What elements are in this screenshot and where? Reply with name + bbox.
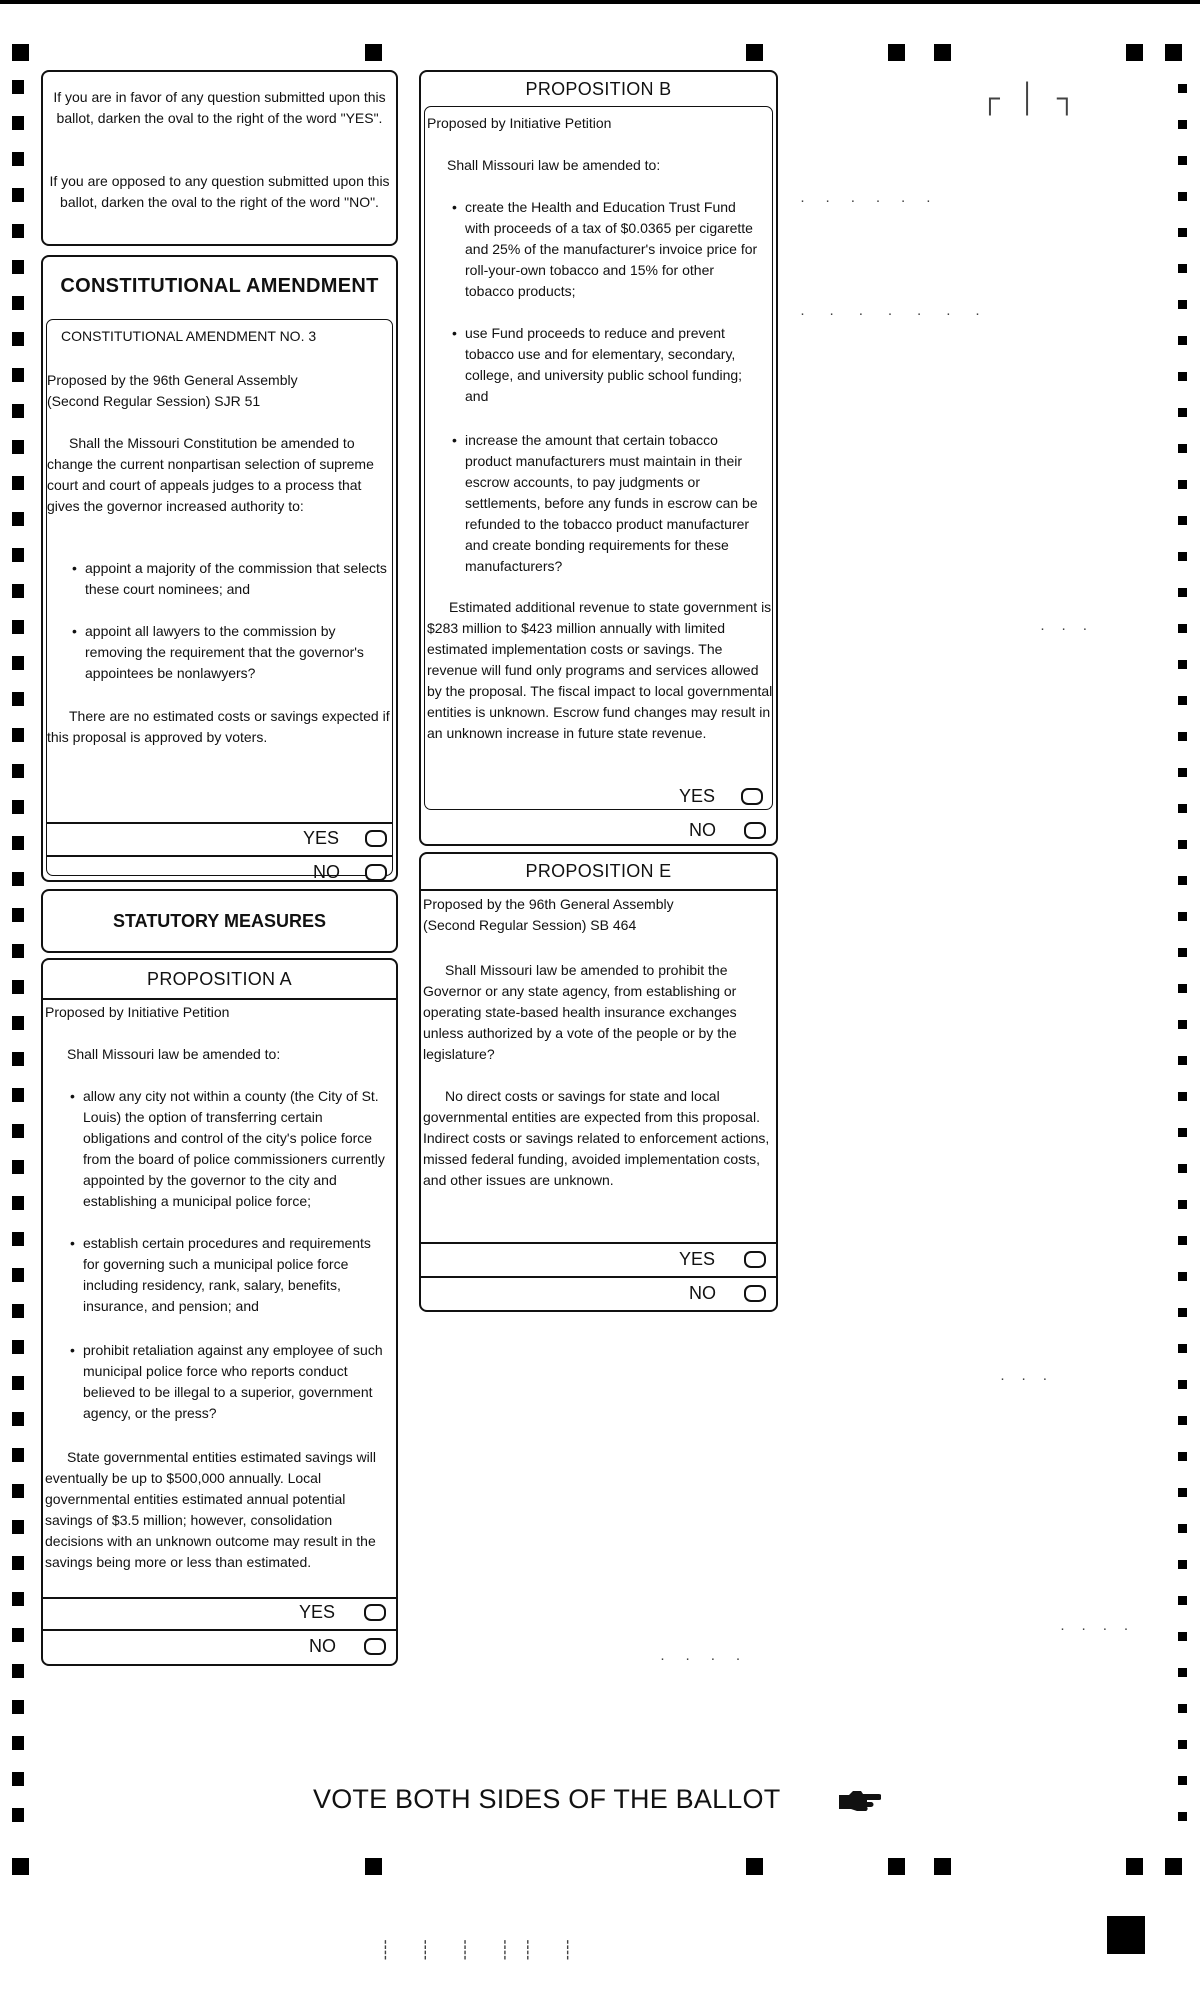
scan-artifact: ┊ ┊ ┊ ┊┊ ┊ xyxy=(380,1940,586,1960)
timing-mark xyxy=(1178,1308,1187,1317)
timing-mark xyxy=(1178,156,1187,165)
amendment-3-panel xyxy=(46,319,393,882)
timing-mark xyxy=(12,692,24,706)
timing-mark xyxy=(12,440,24,454)
timing-mark xyxy=(12,1232,24,1246)
instructions-no: If you are opposed to any question submitted upon this ballot, darken the oval to the right of the word "NO". xyxy=(49,173,390,210)
timing-mark xyxy=(1178,1704,1187,1713)
timing-mark xyxy=(1178,588,1187,597)
timing-mark xyxy=(1178,768,1187,777)
timing-mark xyxy=(12,404,24,418)
timing-mark xyxy=(1165,1858,1182,1875)
timing-mark xyxy=(934,1858,951,1875)
timing-mark xyxy=(1178,228,1187,237)
timing-mark xyxy=(1126,44,1143,61)
timing-mark xyxy=(1178,1128,1187,1137)
proposition-a-yes-oval[interactable] xyxy=(364,1604,386,1621)
timing-mark xyxy=(1165,44,1182,61)
timing-mark xyxy=(888,1858,905,1875)
scan-artifact: · · · · xyxy=(660,1650,749,1667)
proposition-question: Shall Missouri law be amended to: xyxy=(447,157,661,173)
timing-mark xyxy=(12,980,24,994)
timing-mark xyxy=(12,1592,24,1606)
timing-mark xyxy=(1178,120,1187,129)
timing-mark xyxy=(1178,732,1187,741)
timing-mark xyxy=(12,1160,24,1174)
timing-mark xyxy=(12,1016,24,1030)
proposition-bullet: • increase the amount that certain tobacco product manufacturers must maintain in their escrow accounts, to pay judgments or settlements, before any funds in escrow can be refunded to the tobacco product manufacturer and create bonding requirements for these manufacturers? xyxy=(447,430,763,577)
timing-mark xyxy=(1178,660,1187,669)
constitutional-amendment-section xyxy=(41,255,398,882)
section-header: CONSTITUTIONAL AMENDMENT xyxy=(60,275,379,297)
instructions-yes: If you are in favor of any question submitted upon this ballot, darken the oval to the right of the word "YES". xyxy=(53,89,386,126)
timing-mark xyxy=(934,44,951,61)
timing-mark xyxy=(1178,1812,1187,1821)
timing-mark xyxy=(12,188,24,202)
divider xyxy=(43,998,396,1000)
proposition-e-yes-oval[interactable] xyxy=(744,1251,766,1268)
timing-mark xyxy=(12,332,24,346)
proposition-a-no-oval[interactable] xyxy=(364,1638,386,1655)
timing-mark xyxy=(746,44,763,61)
divider xyxy=(421,1276,776,1278)
timing-mark xyxy=(12,1736,24,1750)
timing-mark xyxy=(12,728,24,742)
yes-label: YES xyxy=(679,786,716,806)
timing-mark xyxy=(12,1664,24,1678)
proposition-bullet: • use Fund proceeds to reduce and prevent tobacco use and for elementary, secondary, college, and university public school funding; and xyxy=(447,323,763,407)
no-label: NO xyxy=(313,862,340,882)
timing-mark xyxy=(1178,1092,1187,1101)
section-header: STATUTORY MEASURES xyxy=(112,911,327,931)
timing-mark xyxy=(1178,1560,1187,1569)
timing-mark xyxy=(1178,948,1187,957)
timing-mark xyxy=(1178,804,1187,813)
scan-artifact: · · · xyxy=(1000,1370,1054,1387)
scan-artifact: · · · xyxy=(1040,620,1094,637)
yes-label: YES xyxy=(679,1249,716,1269)
timing-mark xyxy=(1178,516,1187,525)
amendment-bullet: • appoint a majority of the commission that selects these court nominees; and xyxy=(67,558,387,600)
timing-mark xyxy=(888,44,905,61)
fiscal-note: No direct costs or savings for state and local governmental entities are expected from this proposal. Indirect costs or savings related to enforcement actions, missed federal funding, avoided implementation costs, and other issues are unknown. xyxy=(423,1088,770,1188)
proposition-bullet: • allow any city not within a county (the City of St. Louis) the option of transferring certain obligations and control of the city's police force from the board of police commissioners currently appointed by the governor to the city and establishing a municipal police force; xyxy=(65,1086,391,1212)
proposition-a-box xyxy=(41,958,398,1666)
timing-mark xyxy=(12,44,29,61)
timing-mark xyxy=(12,1304,24,1318)
proposition-e-no-oval[interactable] xyxy=(744,1285,766,1302)
timing-mark xyxy=(1178,1020,1187,1029)
timing-mark xyxy=(1178,1164,1187,1173)
timing-mark xyxy=(1178,1668,1187,1677)
proposed-by: Proposed by the 96th General Assembly (Second Regular Session) SB 464 xyxy=(423,896,674,933)
timing-mark xyxy=(1178,1056,1187,1065)
no-label: NO xyxy=(309,1636,336,1656)
timing-mark xyxy=(1178,372,1187,381)
timing-mark xyxy=(365,44,382,61)
instructions-box xyxy=(41,70,398,246)
timing-mark xyxy=(1178,444,1187,453)
yes-label: YES xyxy=(299,1602,336,1622)
timing-mark xyxy=(12,656,24,670)
timing-mark xyxy=(1178,912,1187,921)
amendment-fiscal-note: There are no estimated costs or savings expected if this proposal is approved by voters. xyxy=(47,708,390,745)
timing-mark xyxy=(1178,1272,1187,1281)
timing-mark xyxy=(12,872,24,886)
timing-mark xyxy=(1178,984,1187,993)
timing-mark xyxy=(12,1376,24,1390)
timing-mark xyxy=(1178,624,1187,633)
divider xyxy=(46,855,393,857)
no-label: NO xyxy=(689,820,716,840)
timing-mark xyxy=(1178,1452,1187,1461)
proposition-question: Shall Missouri law be amended to: xyxy=(67,1046,281,1062)
timing-mark xyxy=(1178,1596,1187,1605)
timing-mark xyxy=(1178,1632,1187,1641)
timing-mark xyxy=(1178,840,1187,849)
timing-mark xyxy=(1178,1488,1187,1497)
scan-artifact: ┌ │ ┐ xyxy=(980,82,1083,113)
timing-mark xyxy=(365,1858,382,1875)
timing-mark xyxy=(1178,696,1187,705)
timing-mark xyxy=(12,620,24,634)
timing-mark xyxy=(12,1520,24,1534)
timing-mark xyxy=(1126,1858,1143,1875)
amendment-yes-oval[interactable] xyxy=(365,830,387,847)
timing-mark xyxy=(12,1808,24,1822)
yes-label: YES xyxy=(303,828,340,848)
divider xyxy=(421,1242,776,1244)
no-label: NO xyxy=(689,1283,716,1303)
proposed-by: Proposed by Initiative Petition xyxy=(45,1004,230,1020)
timing-mark xyxy=(12,1556,24,1570)
timing-mark xyxy=(12,368,24,382)
timing-mark xyxy=(1178,552,1187,561)
timing-mark xyxy=(12,116,24,130)
proposition-b-panel xyxy=(424,106,773,810)
amendment-bullet: • appoint all lawyers to the commission by removing the requirement that the governor's appointees be nonlawyers? xyxy=(67,621,387,684)
timing-mark xyxy=(1178,876,1187,885)
amendment-no-oval[interactable] xyxy=(365,864,387,881)
amendment-title: CONSTITUTIONAL AMENDMENT NO. 3 xyxy=(61,328,317,344)
pointing-hand-icon xyxy=(837,1789,881,1811)
divider xyxy=(43,1629,396,1631)
timing-mark xyxy=(12,1340,24,1354)
timing-mark xyxy=(746,1858,763,1875)
amendment-proposed-by: Proposed by the 96th General Assembly (Second Regular Session) SJR 51 xyxy=(47,372,298,409)
fiscal-note: State governmental entities estimated savings will eventually be up to $500,000 annually. Local governmental entities estimated annual potential savings of $3.5 million; however, consolidation decisions with an unknown outcome may result in the savings being more or less than estimated. xyxy=(45,1449,376,1570)
timing-mark xyxy=(12,1052,24,1066)
timing-mark xyxy=(1178,192,1187,201)
fiscal-note: Estimated additional revenue to state government is $283 million to $423 million annually with limited estimated implementation costs or savings. The revenue will fund only programs and services allowed by the proposal. The fiscal impact to local governmental entities is unknown. Escrow fund changes may result in an unknown increase in future state revenue. xyxy=(427,599,773,741)
timing-mark xyxy=(12,1412,24,1426)
timing-mark xyxy=(1178,1236,1187,1245)
proposition-title: PROPOSITION B xyxy=(525,79,672,99)
timing-mark xyxy=(12,836,24,850)
proposition-bullet: • create the Health and Education Trust Fund with proceeds of a tax of $0.0365 per cigarette and 25% of the manufacturer's invoice price for roll-your-own tobacco and 15% for other tobacco products; xyxy=(447,197,763,302)
timing-mark xyxy=(1178,1740,1187,1749)
timing-mark xyxy=(1178,1380,1187,1389)
corner-mark xyxy=(1107,1916,1145,1954)
timing-mark xyxy=(1178,264,1187,273)
proposition-e-box xyxy=(419,852,778,1312)
statutory-measures-header xyxy=(41,889,398,953)
timing-mark xyxy=(12,548,24,562)
timing-mark xyxy=(1178,300,1187,309)
divider xyxy=(43,1597,396,1599)
timing-mark xyxy=(12,1484,24,1498)
scan-artifact: · · · · xyxy=(1060,1620,1135,1637)
timing-mark xyxy=(1178,1524,1187,1533)
timing-mark xyxy=(12,476,24,490)
proposition-question: Shall Missouri law be amended to prohibit the Governor or any state agency, from establishing or operating state-based health insurance exchanges unless authorized by a vote of the people or by the legislature? xyxy=(423,962,737,1062)
proposition-title: PROPOSITION A xyxy=(147,969,292,989)
timing-mark xyxy=(1178,1416,1187,1425)
timing-mark xyxy=(12,1124,24,1138)
timing-mark xyxy=(1178,1200,1187,1209)
timing-mark xyxy=(12,944,24,958)
top-border xyxy=(0,0,1200,4)
timing-mark xyxy=(1178,480,1187,489)
timing-mark xyxy=(12,1448,24,1462)
proposed-by: Proposed by Initiative Petition xyxy=(427,115,612,131)
scan-artifact: · · · · · · · xyxy=(800,305,990,322)
proposition-title: PROPOSITION E xyxy=(525,861,672,881)
timing-mark xyxy=(12,512,24,526)
proposition-bullet: • establish certain procedures and requirements for governing such a municipal police force including residency, rank, salary, benefits, insurance, and pension; and xyxy=(65,1233,391,1317)
timing-mark xyxy=(1178,1776,1187,1785)
amendment-question: Shall the Missouri Constitution be amended to change the current nonpartisan selection of supreme court and court of appeals judges to a process that gives the governor increased authority to: xyxy=(47,435,374,514)
proposition-b-no-oval[interactable] xyxy=(744,822,766,839)
timing-mark xyxy=(12,1196,24,1210)
timing-mark xyxy=(12,296,24,310)
timing-mark xyxy=(12,1268,24,1282)
timing-mark xyxy=(12,224,24,238)
timing-mark xyxy=(12,1628,24,1642)
proposition-bullet: • prohibit retaliation against any employee of such municipal police force who reports conduct believed to be illegal to a superior, government agency, or the press? xyxy=(65,1340,391,1424)
timing-mark xyxy=(12,800,24,814)
timing-mark xyxy=(12,764,24,778)
timing-mark xyxy=(1178,336,1187,345)
timing-mark xyxy=(12,80,24,94)
proposition-b-yes-oval[interactable] xyxy=(741,788,763,805)
timing-mark xyxy=(1178,1344,1187,1353)
scan-artifact: · · · · · · xyxy=(800,192,939,209)
timing-mark xyxy=(1178,84,1187,93)
timing-mark xyxy=(12,584,24,598)
timing-mark xyxy=(1178,408,1187,417)
divider xyxy=(46,822,393,824)
timing-mark xyxy=(12,1772,24,1786)
proposition-b-box xyxy=(419,70,778,846)
timing-mark xyxy=(12,1858,29,1875)
vote-both-sides-notice: VOTE BOTH SIDES OF THE BALLOT xyxy=(313,1784,781,1814)
timing-mark xyxy=(12,260,24,274)
timing-mark xyxy=(12,908,24,922)
timing-mark xyxy=(12,1700,24,1714)
timing-mark xyxy=(12,152,24,166)
timing-mark xyxy=(12,1088,24,1102)
divider xyxy=(421,889,776,891)
